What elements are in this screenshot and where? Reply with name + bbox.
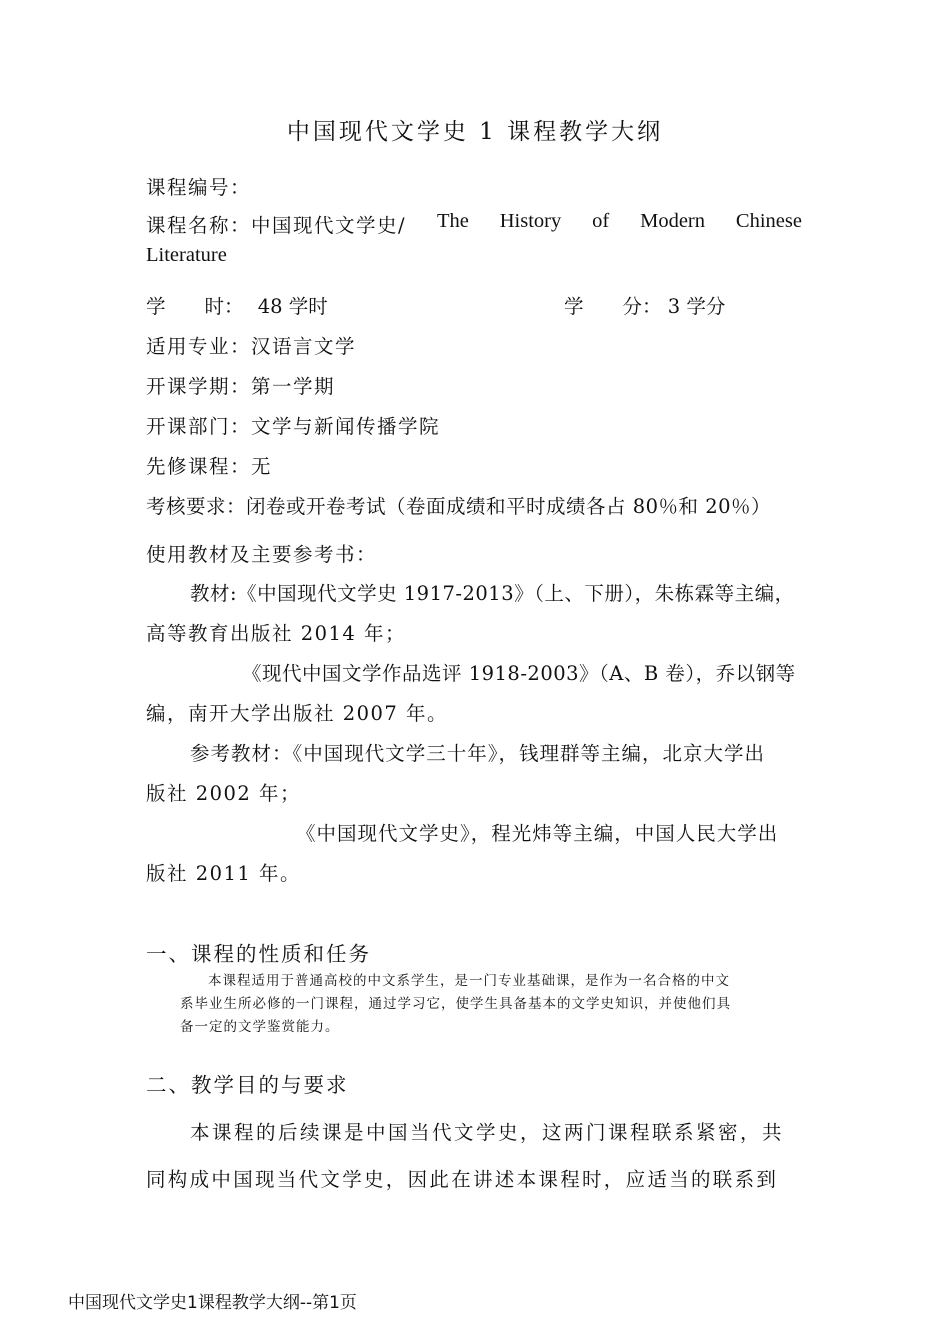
section2-line1: 本课程的后续课是中国当代文学史，这两门课程联系紧密，共: [190, 1121, 785, 1144]
reference1-line1: 参考教材：《中国现代文学三十年》，钱理群等主编，北京大学出: [190, 742, 766, 765]
department: 开课部门：文学与新闻传播学院: [146, 415, 441, 438]
course-name-en-word: The: [436, 210, 469, 232]
course-name-en-word: Chinese: [735, 210, 802, 232]
textbook1-line1: 教材:《中国现代文学史 1917-2013》（上、下册），朱栋霖等主编，: [190, 582, 795, 605]
course-code-label: 课程编号：: [146, 176, 252, 199]
section2-heading: 二、教学目的与要求: [146, 1073, 349, 1097]
credits-field: [564, 291, 725, 319]
course-name-en-word: History: [499, 210, 562, 232]
reference2-line2: 版社 2011 年。: [146, 862, 302, 885]
section2-line2: 同构成中国现当代文学史，因此在讲述本课程时，应适当的联系到: [146, 1168, 779, 1191]
document-title: 中国现代文学史 1 课程教学大纲: [286, 119, 664, 145]
prerequisite: 先修课程：无: [146, 455, 273, 478]
textbook1-line2: 高等教育出版社 2014 年；: [146, 622, 407, 645]
hours-label: 学 时：: [146, 295, 244, 318]
credits-label: 学 分：: [564, 295, 662, 318]
credits-value: 3 学分: [667, 295, 726, 318]
textbooks-heading: 使用教材及主要参考书：: [146, 543, 378, 566]
course-name-en-word: of: [592, 210, 610, 232]
major: 适用专业：汉语言文学: [146, 335, 357, 358]
assessment: 考核要求：闭卷或开卷考试（卷面成绩和平时成绩各占 80％和 20％）: [146, 495, 772, 518]
textbook2-line2: 编，南开大学出版社 2007 年。: [146, 702, 449, 725]
textbook2-line1: 《现代中国文学作品选评 1918-2003》（A、B 卷），乔以钢等: [242, 662, 796, 685]
section1-paragraph: [180, 970, 810, 1039]
section1-line: 系毕业生所必修的一门课程，通过学习它，使学生具备基本的文学史知识，并使他们具: [180, 996, 731, 1012]
reference1-line2: 版社 2002 年；: [146, 782, 302, 805]
section1-heading: 一、课程的性质和任务: [146, 942, 371, 966]
course-name-en-continuation: Literature: [146, 244, 227, 266]
hours-field: [146, 291, 328, 319]
reference2-line1: 《中国现代文学史》，程光炜等主编，中国人民大学出: [296, 822, 779, 845]
section1-line: 备一定的文学鉴赏能力。: [180, 1019, 340, 1035]
semester: 开课学期：第一学期: [146, 375, 336, 398]
page-footer: 中国现代文学史1课程教学大纲--第1页: [68, 1293, 357, 1313]
hours-value: 48 学时: [257, 295, 328, 318]
course-name-block: [146, 210, 802, 267]
section1-line: 本课程适用于普通高校的中文系学生，是一门专业基础课，是作为一名合格的中文: [208, 973, 730, 989]
course-name-label: 课程名称：中国现代文学史/: [146, 214, 407, 237]
course-name-en-word: Modern: [640, 210, 705, 232]
